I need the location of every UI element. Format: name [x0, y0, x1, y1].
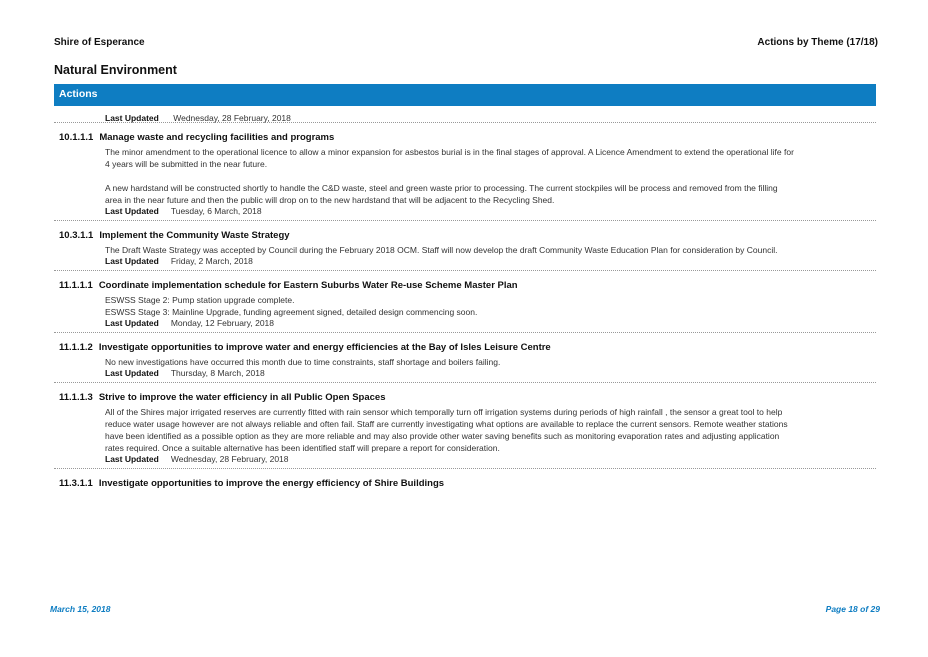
action-item — [54, 123, 876, 221]
action-comment: The minor amendment to the operational licence to allow a minor expansion for asbestos burial is in the final stages of approval. A Licence Amendment to extend the operational life for 4 years will be submitted in the near future. — [105, 147, 794, 169]
last-updated-value: Monday, 12 February, 2018 — [170, 318, 275, 328]
action-title-text: Investigate opportunities to improve the energy efficiency of Shire Buildings — [98, 478, 445, 489]
last-updated-row — [105, 206, 876, 217]
action-item — [54, 383, 876, 469]
action-title — [59, 132, 876, 144]
last-updated-label: Last Updated — [105, 318, 159, 328]
action-code: 10.1.1.1 — [59, 132, 94, 143]
last-updated-row — [105, 368, 876, 379]
action-item — [54, 333, 876, 383]
last-updated-value: Wednesday, 28 February, 2018 — [173, 113, 291, 123]
last-updated-value: Wednesday, 28 February, 2018 — [170, 454, 289, 464]
action-comment: All of the Shires major irrigated reserves are currently fitted with rain sensor which temporally turn off irrigation systems during periods of high rainfall , the sensor a great tool to help reduce water usage however are not always reliable and often fail. Staff are currently investigating what options are available to replace the current sensors. Remote weather stations have been identified as a possible option as they are more reliable and may also provide other water saving benefits such as monitoring evaporation rates and adjusting application rates required. Once a suitable alternative has been identified staff will prepare a report for consideration. — [105, 407, 788, 453]
last-updated-label: Last Updated — [105, 454, 159, 464]
last-updated-row — [105, 318, 876, 329]
action-items — [54, 123, 876, 495]
action-code: 11.1.1.1 — [59, 280, 93, 291]
action-title-text: Strive to improve the water efficiency in all Public Open Spaces — [98, 392, 386, 403]
last-updated-row — [54, 106, 876, 123]
action-item — [54, 469, 876, 495]
footer-date: March 15, 2018 — [50, 604, 111, 614]
last-updated-label: Last Updated — [105, 256, 159, 266]
action-code: 10.3.1.1 — [59, 230, 94, 241]
action-title-text: Coordinate implementation schedule for Eastern Suburbs Water Re-use Scheme Master Plan — [98, 280, 518, 291]
action-code: 11.3.1.1 — [59, 478, 93, 489]
actions-header-bar — [54, 84, 876, 106]
action-title — [59, 392, 876, 404]
action-comment: ESWSS Stage 2: Pump station upgrade complete. — [105, 295, 295, 305]
organization-name: Shire of Esperance — [54, 37, 145, 48]
last-updated-label: Last Updated — [105, 206, 159, 216]
section-title: Natural Environment — [54, 63, 177, 77]
action-code: 11.1.1.3 — [59, 392, 93, 403]
action-comment: No new investigations have occurred this month due to time constraints, staff shortage and boilers failing. — [105, 357, 501, 367]
action-item — [54, 271, 876, 333]
action-title — [59, 342, 876, 354]
action-comment: ESWSS Stage 3: Mainline Upgrade, funding agreement signed, detailed design commencing soon. — [105, 307, 478, 317]
action-title-text: Investigate opportunities to improve water and energy efficiencies at the Bay of Isles Leisure Centre — [98, 342, 551, 353]
last-updated-row — [105, 454, 876, 465]
action-title — [59, 478, 876, 490]
action-comment: The Draft Waste Strategy was accepted by Council during the February 2018 OCM. Staff will now develop the draft Community Waste Education Plan for consideration by Council. — [105, 245, 778, 255]
last-updated-label: Last Updated — [105, 113, 159, 123]
action-item — [54, 221, 876, 271]
last-updated-label: Last Updated — [105, 368, 159, 378]
last-updated-value: Thursday, 8 March, 2018 — [170, 368, 265, 378]
action-title-text: Manage waste and recycling facilities and programs — [99, 132, 335, 143]
action-title — [59, 230, 876, 242]
report-title: Actions by Theme (17/18) — [757, 37, 878, 48]
last-updated-row — [105, 256, 876, 267]
actions-label: Actions — [59, 88, 98, 100]
action-title-text: Implement the Community Waste Strategy — [99, 230, 290, 241]
footer-page-number: Page 18 of 29 — [825, 604, 880, 614]
last-updated-value: Friday, 2 March, 2018 — [170, 256, 253, 266]
action-code: 11.1.1.2 — [59, 342, 93, 353]
last-updated-value: Tuesday, 6 March, 2018 — [170, 206, 262, 216]
action-title — [59, 280, 876, 292]
action-comment: A new hardstand will be constructed shortly to handle the C&D waste, steel and green waste prior to processing. The current stockpiles will be process and removed from the filling area in the near future and then the public will drop on to the new hardstand that will be adjacent to the Recycling Shed. — [105, 183, 778, 205]
actions-list — [54, 106, 876, 495]
